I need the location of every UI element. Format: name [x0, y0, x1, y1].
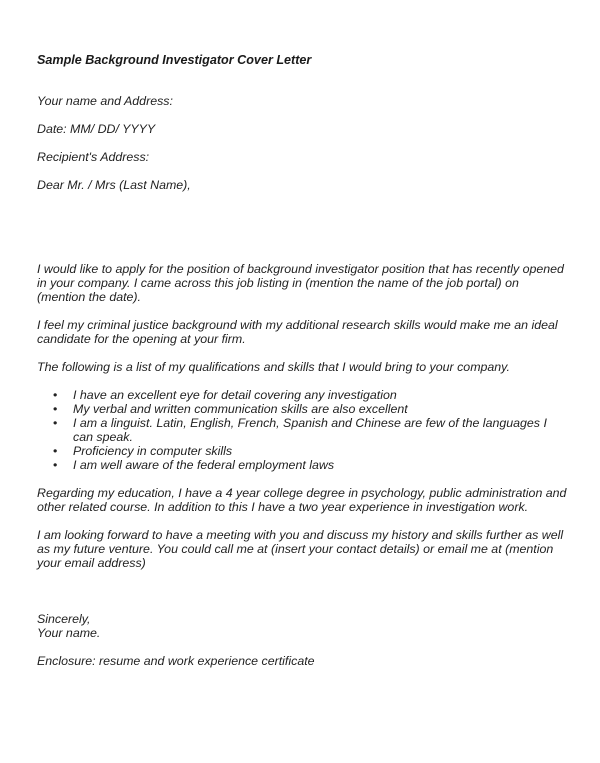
signoff: Sincerely,: [37, 612, 91, 626]
sender-address: Your name and Address:: [37, 94, 173, 108]
list-item: • I have an excellent eye for detail covering any investigation: [37, 388, 567, 402]
paragraph-intro: I would like to apply for the position of background investigator position that has recently opened in your company. I came across this job listing in (mention the name of the job portal) on (mention the date).: [37, 262, 564, 304]
enclosure-note: Enclosure: resume and work experience certificate: [37, 654, 315, 668]
letter-title: Sample Background Investigator Cover Letter: [37, 53, 312, 67]
signature-name: Your name.: [37, 626, 101, 640]
list-item: • I am well aware of the federal employment laws: [37, 458, 567, 472]
paragraph-background: I feel my criminal justice background with my additional research skills would make me an ideal candidate for the opening at your firm.: [37, 318, 558, 346]
list-item: • My verbal and written communication skills are also excellent: [37, 402, 567, 416]
list-item: • Proficiency in computer skills: [37, 444, 567, 458]
salutation: Dear Mr. / Mrs (Last Name),: [37, 178, 191, 192]
list-item: • I am a linguist. Latin, English, French, Spanish and Chinese are few of the languages I can speak.: [37, 416, 567, 444]
paragraph-closing: I am looking forward to have a meeting with you and discuss my history and skills further as well as my future venture. You could call me at (insert your contact details) or email me at (mention your email address): [37, 528, 564, 570]
paragraph-education: Regarding my education, I have a 4 year college degree in psychology, public administration and other related course. In addition to this I have a two year experience in investigation work.: [37, 486, 567, 514]
recipient-address: Recipient's Address:: [37, 150, 150, 164]
letter-date: Date: MM/ DD/ YYYY: [37, 122, 156, 136]
qualifications-list: [37, 388, 567, 472]
paragraph-list-intro: The following is a list of my qualifications and skills that I would bring to your company.: [37, 360, 510, 374]
